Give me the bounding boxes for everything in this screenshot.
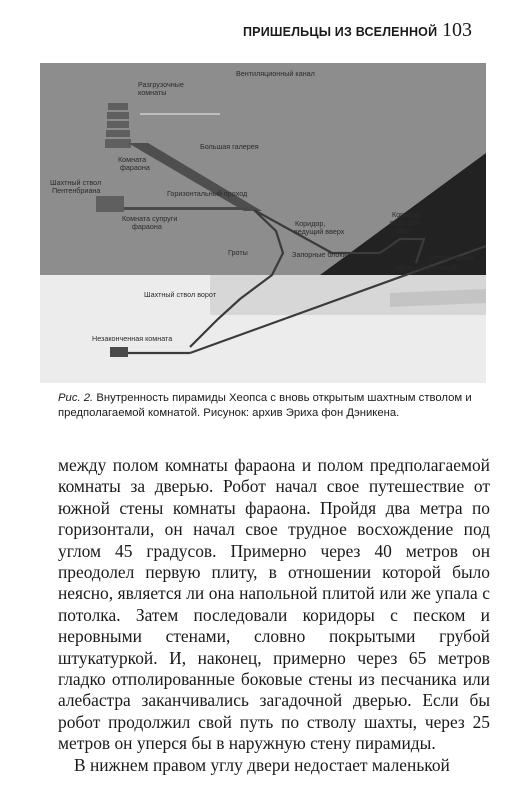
queens-chamber-block [96, 196, 124, 212]
label-kings-chamber: Комната фараона [118, 155, 150, 172]
label-horizontal-passage: Горизонтальный проход [167, 189, 248, 198]
figure-caption [58, 391, 488, 421]
page-number: 103 [442, 19, 472, 41]
label-ascending-corridor: Коридор, ведущий вверх [294, 219, 345, 236]
caption-text: Внутренность пирамиды Хеопса с вновь открытым шахтным стволом и предполагаемой комнатой. Рисунок: архив Эриха фон Дэникена. [58, 392, 472, 419]
label-grand-gallery: Большая галерея [200, 142, 259, 151]
label-unfinished-chamber: Незаконченная комната [92, 334, 173, 343]
paragraph-2: В нижнем правом углу двери недостает маленькой [74, 754, 450, 775]
relief-chambers-stack [105, 103, 131, 148]
label-well-shaft: Шахтный ствол ворот [144, 290, 217, 299]
label-air-shaft: Вентиляционный канал [236, 69, 315, 78]
horizontal-passage [124, 207, 254, 210]
pyramid-diagram [40, 63, 486, 383]
pyramid-cross-section-figure [40, 63, 486, 383]
label-descending-corridor: Коридор, ведущий вниз [390, 210, 423, 235]
label-relief-chambers: Разгрузочные комнаты [138, 80, 184, 97]
label-portcullis: Запорные блоки [292, 250, 347, 259]
body-text [58, 455, 490, 776]
caption-label: Рис. 2. [58, 392, 94, 404]
unfinished-chamber [110, 347, 128, 357]
running-title: ПРИШЕЛЬЦЫ ИЗ ВСЕЛЕННОЙ [243, 25, 438, 39]
page-header [0, 18, 527, 48]
label-present-entrance: Сегодняшний проход (пробитый) [396, 253, 474, 272]
paragraph-1: между полом комнаты фараона и полом предполагаемой комнаты за дверью. Робот начал свое путешествие от южной стены комнаты фараона. Пройдя два метра по горизонтали, он начал свое трудное восхождение под углом 45 градусов. Примерно через 40 метров он преодолел первую плиту, в отношении которой было неясно, является ли она напольной плитой или же упала с потолка. Затем последовали коридоры с песком и неровными стенами, словно покрытыми грубой штукатуркой. И, наконец, примерно через 65 метров гладко отполированные боковые стены из песчаника или алебастра заканчивались загадочной дверью. Если бы робот продолжил свой путь по стволу шахты, через 25 метров он уперся бы в наружную стену пирамиды. [58, 455, 490, 754]
air-shaft [140, 113, 220, 115]
label-grotto: Гроты [228, 248, 248, 257]
label-shaft-pendentif: Шахтный ствол Пентенбриана [50, 178, 102, 195]
label-queens-chamber: Комната супруги фараона [122, 214, 178, 231]
